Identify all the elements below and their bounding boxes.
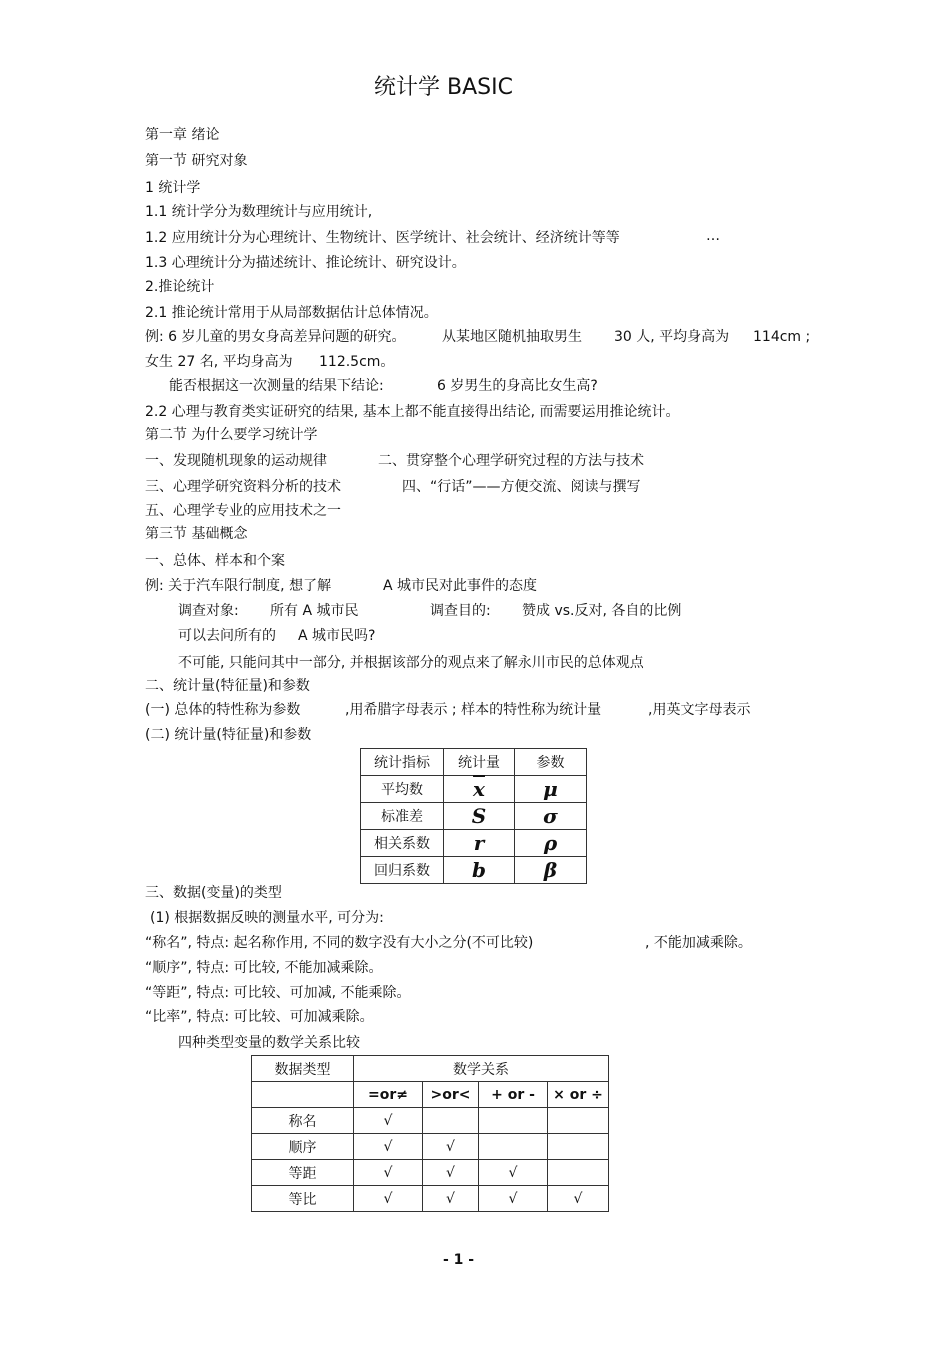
page-number: - 1 - — [443, 1252, 475, 1268]
text-line: A 城市民吗? — [298, 628, 376, 644]
text-line: 三、数据(变量)的类型 — [145, 885, 282, 901]
table-row — [361, 830, 587, 857]
op-header: =or≠ — [354, 1082, 423, 1108]
table-cell: 称名 — [252, 1108, 354, 1134]
symbol-text: S — [471, 804, 487, 828]
check-cell: √ — [354, 1108, 423, 1134]
table-row — [361, 776, 587, 803]
statistic-parameter-table — [360, 748, 587, 884]
text-line: “比率”, 特点: 可比较、可加减乘除。 — [145, 1009, 374, 1025]
text-line: 调查目的: — [430, 603, 491, 619]
text-line: 112.5cm。 — [319, 354, 395, 370]
statistic-symbol — [444, 803, 515, 830]
symbol-text: β — [543, 858, 558, 882]
text-line: 女生 27 名, 平均身高为 — [145, 354, 293, 370]
op-header: + or - — [479, 1082, 548, 1108]
table-row — [252, 1186, 609, 1212]
text-line: “称名”, 特点: 起名称作用, 不同的数字没有大小之分(不可比较) — [145, 935, 534, 951]
text-line: 赞成 vs.反对, 各自的比例 — [522, 603, 682, 619]
text-line: “等距”, 特点: 可比较、可加减, 不能乘除。 — [145, 985, 411, 1001]
parameter-symbol — [515, 857, 587, 884]
text-line: 1.1 统计学分为数理统计与应用统计, — [145, 204, 373, 220]
check-cell: √ — [423, 1186, 479, 1212]
table-row — [361, 803, 587, 830]
text-line: 不可能, 只能问其中一部分, 并根据该部分的观点来了解永川市民的总体观点 — [178, 655, 644, 671]
table-header: 统计指标 — [361, 749, 444, 776]
table-row — [252, 1160, 609, 1186]
text-line: 从某地区随机抽取男生 — [442, 329, 582, 345]
table-header: 统计量 — [444, 749, 515, 776]
check-cell: √ — [479, 1160, 548, 1186]
text-line: 例: 关于汽车限行制度, 想了解 — [145, 578, 332, 594]
text-line: , 不能加减乘除。 — [645, 935, 752, 951]
text-line: (二) 统计量(特征量)和参数 — [145, 727, 312, 743]
text-line: 1.2 应用统计分为心理统计、生物统计、医学统计、社会统计、经济统计等等 — [145, 230, 620, 246]
check-cell: √ — [479, 1186, 548, 1212]
text-line: 可以去问所有的 — [178, 628, 276, 644]
table-header-row — [252, 1056, 609, 1082]
check-cell — [548, 1108, 609, 1134]
text-line: A 城市民对此事件的态度 — [383, 578, 538, 594]
check-cell: √ — [423, 1160, 479, 1186]
symbol-text: μ — [543, 777, 558, 801]
symbol-text: b — [472, 858, 486, 882]
text-line: 一、总体、样本和个案 — [145, 553, 285, 569]
text-line: “顺序”, 特点: 可比较, 不能加减乘除。 — [145, 960, 383, 976]
check-cell: √ — [354, 1134, 423, 1160]
statistic-symbol — [444, 830, 515, 857]
table-cell — [252, 1082, 354, 1108]
table-cell: 回归系数 — [361, 857, 444, 884]
table-row — [361, 857, 587, 884]
section-heading: 第一节 研究对象 — [145, 153, 248, 169]
table-caption: 四种类型变量的数学关系比较 — [178, 1035, 360, 1051]
table-cell: 顺序 — [252, 1134, 354, 1160]
op-header: >or< — [423, 1082, 479, 1108]
symbol-text: r — [473, 831, 485, 855]
text-line: 二、贯穿整个心理学研究过程的方法与技术 — [378, 453, 644, 469]
text-line: 三、心理学研究资料分析的技术 — [145, 479, 341, 495]
table-cell: 标准差 — [361, 803, 444, 830]
text-line: (1) 根据数据反映的测量水平, 可分为: — [150, 910, 384, 926]
table-header-row — [252, 1082, 609, 1108]
op-header: × or ÷ — [548, 1082, 609, 1108]
parameter-symbol — [515, 830, 587, 857]
ellipsis: … — [706, 228, 720, 244]
parameter-symbol — [515, 803, 587, 830]
check-cell: √ — [423, 1134, 479, 1160]
text-line: ,用希腊字母表示 ; 样本的特性称为统计量 — [345, 702, 602, 718]
check-cell: √ — [354, 1186, 423, 1212]
check-cell — [479, 1108, 548, 1134]
table-row — [252, 1134, 609, 1160]
text-line: 调查对象: — [178, 603, 239, 619]
symbol-text: $\overline{x}$ — [473, 777, 485, 801]
statistic-symbol — [444, 857, 515, 884]
text-line: 2.推论统计 — [145, 279, 215, 295]
table-cell: 等距 — [252, 1160, 354, 1186]
text-line: 例: 6 岁儿童的男女身高差异问题的研究。 — [145, 329, 406, 345]
chapter-heading: 第一章 绪论 — [145, 127, 220, 143]
check-cell — [548, 1134, 609, 1160]
page-title: 统计学 BASIC — [374, 75, 513, 100]
statistic-symbol — [444, 776, 515, 803]
section-heading: 第二节 为什么要学习统计学 — [145, 427, 318, 443]
check-cell — [548, 1160, 609, 1186]
table-header: 参数 — [515, 749, 587, 776]
parameter-symbol — [515, 776, 587, 803]
table-cell: 平均数 — [361, 776, 444, 803]
text-line: 6 岁男生的身高比女生高? — [437, 378, 598, 394]
check-cell: √ — [354, 1160, 423, 1186]
text-line: 能否根据这一次测量的结果下结论: — [169, 378, 384, 394]
text-line: 2.1 推论统计常用于从局部数据估计总体情况。 — [145, 305, 438, 321]
text-line: (一) 总体的特性称为参数 — [145, 702, 301, 718]
check-cell — [423, 1108, 479, 1134]
table-cell: 相关系数 — [361, 830, 444, 857]
table-cell: 等比 — [252, 1186, 354, 1212]
text-line: 四、“行话”——方便交流、阅读与撰写 — [402, 479, 641, 495]
section-heading: 第三节 基础概念 — [145, 526, 248, 542]
table-header-row — [361, 749, 587, 776]
table-row — [252, 1108, 609, 1134]
text-line: 2.2 心理与教育类实证研究的结果, 基本上都不能直接得出结论, 而需要运用推论统计。 — [145, 404, 680, 420]
text-line: 五、心理学专业的应用技术之一 — [145, 503, 341, 519]
table-header-group: 数学关系 — [354, 1056, 609, 1082]
text-line: 一、发现随机现象的运动规律 — [145, 453, 327, 469]
symbol-text: ρ — [543, 831, 558, 855]
check-cell — [479, 1134, 548, 1160]
text-line: 30 人, 平均身高为 — [614, 329, 730, 345]
symbol-text: σ — [543, 804, 558, 828]
text-line: 二、统计量(特征量)和参数 — [145, 678, 310, 694]
text-line: ,用英文字母表示 — [648, 702, 751, 718]
text-line: 114cm ; — [753, 329, 811, 345]
text-line: 所有 A 城市民 — [270, 603, 359, 619]
table-header: 数据类型 — [252, 1056, 354, 1082]
text-line: 1.3 心理统计分为描述统计、推论统计、研究设计。 — [145, 255, 466, 271]
check-cell: √ — [548, 1186, 609, 1212]
data-type-comparison-table — [251, 1055, 609, 1212]
text-line: 1 统计学 — [145, 180, 201, 196]
